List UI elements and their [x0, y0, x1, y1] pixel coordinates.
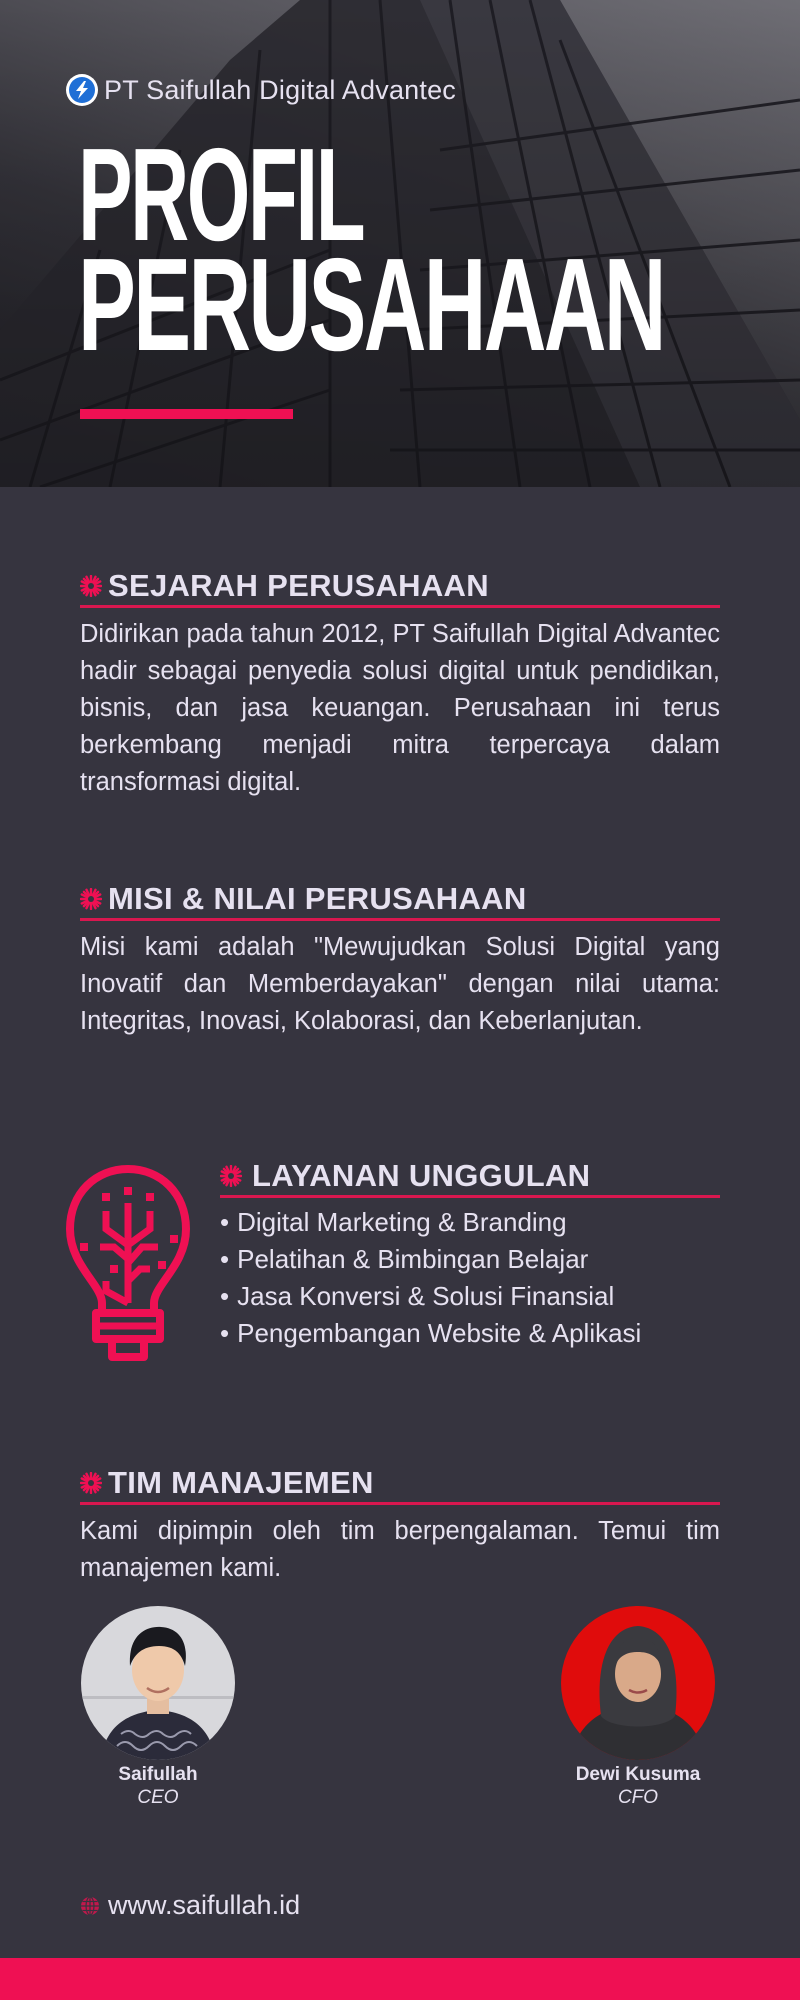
section-text: Kami dipimpin oleh tim berpengalaman. Temui tim manajemen kami. — [80, 1517, 720, 1582]
section-header — [220, 1158, 720, 1198]
section-team — [80, 1465, 720, 1587]
section-text: Misi kami adalah "Mewujudkan Solusi Digital yang Inovatif dan Memberdayakan" dengan nilai utama: Integritas, Inovasi, Kolaborasi, dan Keberlanjutan. — [80, 933, 720, 1035]
service-item: • Jasa Konversi & Solusi Finansial — [220, 1278, 720, 1315]
lightbulb-circuit-icon — [62, 1163, 194, 1363]
section-title: LAYANAN UNGGULAN — [252, 1157, 591, 1193]
section-mission — [80, 881, 720, 1040]
company-name: PT Saifullah Digital Advantec — [104, 74, 457, 105]
avatar — [561, 1606, 715, 1760]
page-title-line-1: PROFIL — [78, 121, 364, 268]
page-title-line-2: PERUSAHAAN — [78, 231, 664, 378]
sunburst-icon — [80, 1472, 102, 1494]
section-header — [80, 1465, 720, 1505]
section-text: Didirikan pada tahun 2012, PT Saifullah Digital Advantec hadir sebagai penyedia solusi digital untuk pendidikan, bisnis, dan jasa keuangan. Perusahaan ini terus berkembang menjadi mitra terpercaya dalam transformasi digital. — [80, 620, 720, 796]
website-url[interactable]: www.saifullah.id — [108, 1890, 301, 1920]
section-services — [220, 1158, 720, 1352]
section-header — [80, 881, 720, 921]
sunburst-icon — [80, 888, 102, 910]
section-title: SEJARAH PERUSAHAAN — [108, 567, 489, 603]
section-title: MISI & NILAI PERUSAHAAN — [108, 880, 527, 916]
team-member-card — [58, 1606, 258, 1809]
services-list — [220, 1204, 720, 1352]
section-header — [80, 568, 720, 608]
member-role: CEO — [137, 1787, 179, 1808]
section-history — [80, 568, 720, 801]
globe-icon — [80, 1896, 100, 1916]
website-link[interactable] — [80, 1890, 300, 1921]
bolt-logo-icon — [66, 74, 98, 106]
sunburst-icon — [220, 1165, 242, 1187]
sunburst-icon — [80, 575, 102, 597]
hero-banner — [0, 0, 800, 487]
footer-accent-bar — [0, 1958, 800, 2000]
service-item: • Pengembangan Website & Aplikasi — [220, 1315, 720, 1352]
section-title: TIM MANAJEMEN — [108, 1464, 374, 1500]
member-role: CFO — [617, 1787, 659, 1808]
avatar — [81, 1606, 235, 1760]
title-underline-bar — [80, 409, 293, 419]
brand — [66, 74, 456, 106]
member-name: Saifullah — [118, 1764, 198, 1785]
service-item: • Pelatihan & Bimbingan Belajar — [220, 1241, 720, 1278]
team-member-card — [538, 1606, 738, 1809]
member-name: Dewi Kusuma — [575, 1764, 701, 1785]
page-title — [78, 121, 664, 378]
service-item: • Digital Marketing & Branding — [220, 1204, 720, 1241]
